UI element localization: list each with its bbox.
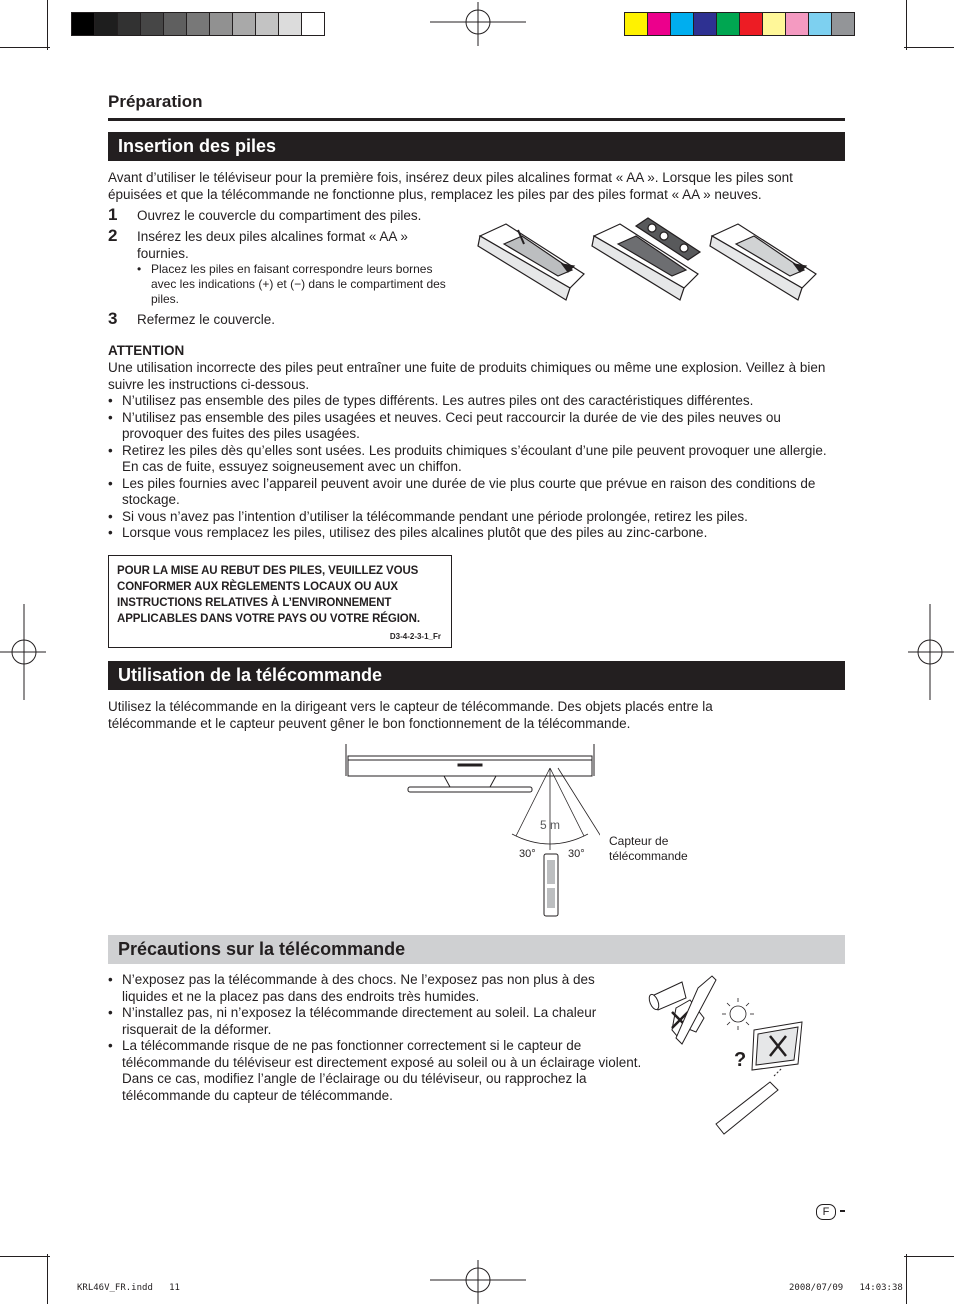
list-item: • La télécommande risque de ne pas fonctionner correctement si le capteur de télécommande du téléviseur est directement exposé au soleil ou à un éclairage violent. Dans ce cas, modifiez l’angle de l’éclairage ou du téléviseur, ou rapprochez la télécommande du capteur de télécommande. (108, 1038, 644, 1104)
section-title-precautions: Précautions sur la télécommande (108, 935, 845, 964)
step-text: Ouvrez le couvercle du compartiment des piles. (137, 208, 422, 223)
crop-mark (0, 1256, 50, 1257)
color-swatch (740, 13, 763, 35)
distance-label: 5 m (540, 818, 561, 832)
color-swatch (302, 13, 324, 35)
caution-list (108, 393, 838, 542)
page-letter: F (822, 1206, 830, 1218)
notice-line: CONFORMER AUX RÈGLEMENTS LOCAUX OU AUX (117, 581, 398, 593)
color-swatch (95, 13, 118, 35)
registration-mark-right (908, 604, 954, 700)
color-swatch (256, 13, 279, 35)
color-swatch (233, 13, 256, 35)
list-item: • Lorsque vous remplacez les piles, utilisez des piles alcalines plutôt que des piles au zinc-carbone. (108, 525, 838, 542)
registration-mark-top (430, 2, 526, 46)
step-number: 3 (108, 309, 118, 328)
date-info: 2008/07/09 14:03:38 (789, 1283, 903, 1293)
angle-right-label: 30° (568, 848, 585, 860)
svg-text:?: ? (734, 1049, 747, 1071)
color-swatch (141, 13, 164, 35)
list-item: • Si vous n’avez pas l’intention d’utiliser la télécommande pendant une période prolongée, retirez les piles. (108, 509, 838, 526)
color-swatch (118, 13, 141, 35)
question-mark-icon (734, 1049, 746, 1071)
page-letter-dash (840, 1210, 845, 1212)
color-swatch (832, 13, 854, 35)
step-text: Refermez le couvercle. (137, 312, 276, 327)
angle-left-label: 30° (519, 848, 536, 860)
section-title-utilisation: Utilisation de la télécommande (108, 661, 845, 690)
step-text: Insérez les deux piles alcalines format « AA » fournies. (137, 229, 408, 261)
color-swatch (279, 13, 302, 35)
list-item: • Les piles fournies avec l’appareil peuvent avoir une durée de vie plus courte que prévue en raison des conditions de stockage. (108, 476, 838, 509)
page-letter-badge (816, 1204, 836, 1220)
tv-icon (346, 744, 594, 792)
sensor-label-line: télécommande (609, 849, 688, 863)
tv-icon (752, 1022, 802, 1070)
sun-icon (722, 998, 754, 1030)
step-number: 2 (108, 226, 118, 245)
crop-mark (906, 0, 907, 50)
remote-open-cover-icon (478, 224, 584, 300)
registration-mark-left (0, 604, 46, 700)
color-swatch (786, 13, 809, 35)
notice-code: D3-4-2-3-1_Fr (389, 632, 441, 641)
color-swatch (164, 13, 187, 35)
notice-line: POUR LA MISE AU REBUT DES PILES, VEUILLEZ VOUS (117, 565, 419, 577)
list-item: • N’exposez pas la télécommande à des chocs. Ne l’exposez pas non plus à des liquides et ne la placez pas dans des endroits très humides. (108, 972, 644, 1005)
color-swatch (809, 13, 832, 35)
color-swatch (763, 13, 786, 35)
color-swatch (625, 13, 648, 35)
step-bullet-text: Placez les piles en faisant correspondre leurs bornes avec les indications (+) et (−) dans le compartiment des piles. (151, 262, 446, 306)
list-item: • N’utilisez pas ensemble des piles de types différents. Les autres piles ont des caractéristiques différentes. (108, 393, 838, 410)
step-bullet: • Placez les piles en faisant correspondre leurs bornes avec les indications (+) et (−) dans le compartiment des piles. (137, 262, 459, 307)
remote-batteries-icon (592, 218, 700, 300)
grey-swatch-strip (71, 12, 325, 36)
color-swatch (187, 13, 210, 35)
crop-mark (47, 0, 48, 50)
precautions-list (108, 972, 644, 1104)
section-intro: Avant d’utiliser le téléviseur pour la première fois, insérez deux piles alcalines format « AA ». Lorsque les piles sont épuisées et que la télécommande ne fonctionne plus, remplacez les piles par des piles format « AA » neuves. (108, 170, 793, 202)
color-swatch (671, 13, 694, 35)
color-swatch (694, 13, 717, 35)
remote-control-icon (544, 854, 558, 916)
color-swatch (717, 13, 740, 35)
color-swatch (648, 13, 671, 35)
crop-mark (0, 47, 50, 48)
crop-mark (906, 1254, 907, 1304)
caution-intro: Une utilisation incorrecte des piles peut entraîner une fuite de produits chimiques ou même une explosion. Veillez à bien suivre les instructions ci-dessous. (108, 360, 826, 392)
file-info: KRL46V_FR.indd 11 (77, 1283, 180, 1293)
registration-mark-bottom (430, 1260, 526, 1304)
sensor-label (609, 834, 688, 864)
disposal-notice (108, 555, 452, 648)
header-rule (108, 118, 845, 121)
crop-mark (904, 47, 954, 48)
battery-insertion-illustration (474, 214, 826, 304)
section-intro: Utilisez la télécommande en la dirigeant vers le capteur de télécommande. Des objets placés entre la télécommande et le capteur peuvent gêner le bon fonctionnement de la télécommande. (108, 699, 713, 731)
sensor-label-line: Capteur de (609, 834, 669, 848)
color-swatch (210, 13, 233, 35)
color-swatch (72, 13, 95, 35)
range-lines-icon (512, 768, 600, 850)
precautions-illustration (642, 972, 818, 1140)
list-item: • Retirez les piles dès qu’elles sont usées. Les produits chimiques s’écoulant d’une pile peuvent provoquer une allergie. En cas de fuite, essuyez soigneusement avec un chiffon. (108, 443, 838, 476)
crop-mark (47, 1254, 48, 1304)
remote-control-icon (716, 1068, 782, 1134)
notice-line: APPLICABLES DANS VOTRE PAYS OU VOTRE RÉGION. (117, 613, 420, 625)
step-number: 1 (108, 205, 118, 224)
caution-title: ATTENTION (108, 343, 185, 358)
section-title-insertion: Insertion des piles (108, 132, 845, 161)
remote-close-cover-icon (710, 224, 816, 300)
crop-mark (904, 1256, 954, 1257)
list-item: • N’utilisez pas ensemble des piles usagées et neuves. Ceci peut raccourcir la durée de vie des piles neuves ou provoquer des fuites des piles usagées. (108, 410, 838, 443)
remote-range-diagram (340, 742, 600, 922)
notice-line: INSTRUCTIONS RELATIVES À L’ENVIRONNEMENT (117, 597, 392, 609)
section-header: Préparation (108, 92, 203, 111)
list-item: • N’installez pas, ni n’exposez la télécommande directement au soleil. La chaleur risquerait de la déformer. (108, 1005, 644, 1038)
color-swatch-strip (624, 12, 855, 36)
